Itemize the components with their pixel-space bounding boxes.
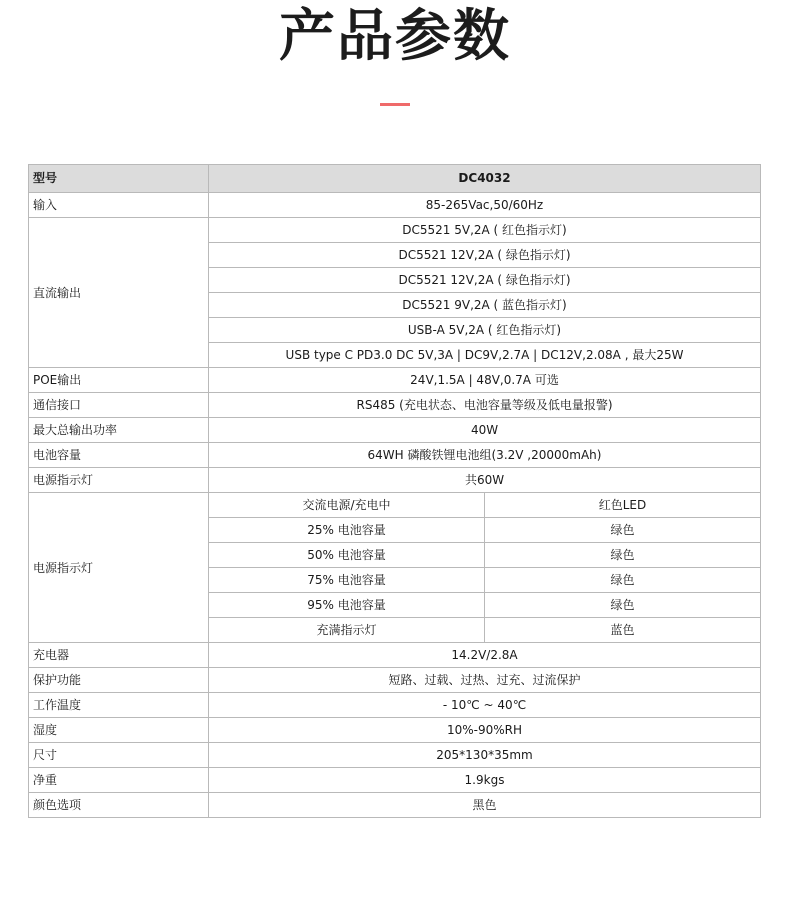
page-title: 产品参数 — [279, 4, 511, 69]
indicator-color: 蓝色 — [485, 618, 761, 643]
indicator-state: 50% 电池容量 — [209, 543, 485, 568]
row-label: 直流输出 — [29, 218, 209, 368]
table-row-input — [29, 193, 761, 218]
table-row-temp — [29, 693, 761, 718]
row-label: 湿度 — [29, 718, 209, 743]
table-row-humidity — [29, 718, 761, 743]
row-label: 净重 — [29, 768, 209, 793]
dc-output-item: DC5521 12V,2A ( 绿色指示灯) — [209, 268, 761, 293]
table-row-power-total — [29, 468, 761, 493]
table-row-indicator — [29, 493, 761, 518]
table-row-model — [29, 165, 761, 193]
dc-output-item: USB-A 5V,2A ( 红色指示灯) — [209, 318, 761, 343]
indicator-state: 充满指示灯 — [209, 618, 485, 643]
table-row-dc-output — [29, 218, 761, 243]
row-label: 保护功能 — [29, 668, 209, 693]
table-row-weight — [29, 768, 761, 793]
row-value: 14.2V/2.8A — [209, 643, 761, 668]
indicator-state: 95% 电池容量 — [209, 593, 485, 618]
indicator-color: 绿色 — [485, 593, 761, 618]
row-label: 颜色选项 — [29, 793, 209, 818]
title-accent-bar — [380, 103, 410, 106]
row-value: 短路、过载、过热、过充、过流保护 — [209, 668, 761, 693]
row-label: 型号 — [29, 165, 209, 193]
row-label: 电源指示灯 — [29, 468, 209, 493]
row-label: 电源指示灯 — [29, 493, 209, 643]
row-label: 输入 — [29, 193, 209, 218]
row-value: 共60W — [209, 468, 761, 493]
indicator-color: 红色LED — [485, 493, 761, 518]
row-value: 10%-90%RH — [209, 718, 761, 743]
table-row-charger — [29, 643, 761, 668]
indicator-color: 绿色 — [485, 543, 761, 568]
table-row-battery — [29, 443, 761, 468]
row-value: 黑色 — [209, 793, 761, 818]
table-row-comm — [29, 393, 761, 418]
table-row-color-option — [29, 793, 761, 818]
row-label: 电池容量 — [29, 443, 209, 468]
row-label: 最大总输出功率 — [29, 418, 209, 443]
row-value: 85-265Vac,50/60Hz — [209, 193, 761, 218]
row-label: POE输出 — [29, 368, 209, 393]
indicator-state: 75% 电池容量 — [209, 568, 485, 593]
row-value: - 10℃ ~ 40℃ — [209, 693, 761, 718]
table-row-protection — [29, 668, 761, 693]
dc-output-item: DC5521 5V,2A ( 红色指示灯) — [209, 218, 761, 243]
dc-output-item: DC5521 12V,2A ( 绿色指示灯) — [209, 243, 761, 268]
model-value: DC4032 — [209, 165, 761, 193]
row-value: RS485 (充电状态、电池容量等级及低电量报警) — [209, 393, 761, 418]
row-value: 205*130*35mm — [209, 743, 761, 768]
spec-table — [28, 164, 761, 818]
row-label: 通信接口 — [29, 393, 209, 418]
dc-output-item: USB type C PD3.0 DC 5V,3A | DC9V,2.7A | DC12V,2.08A , 最大25W — [209, 343, 761, 368]
indicator-color: 绿色 — [485, 568, 761, 593]
row-label: 工作温度 — [29, 693, 209, 718]
table-row-size — [29, 743, 761, 768]
row-value: 24V,1.5A | 48V,0.7A 可选 — [209, 368, 761, 393]
row-value: 64WH 磷酸铁锂电池组(3.2V ,20000mAh) — [209, 443, 761, 468]
row-value: 40W — [209, 418, 761, 443]
dc-output-item: DC5521 9V,2A ( 蓝色指示灯) — [209, 293, 761, 318]
row-value: 1.9kgs — [209, 768, 761, 793]
row-label: 充电器 — [29, 643, 209, 668]
row-label: 尺寸 — [29, 743, 209, 768]
indicator-state: 25% 电池容量 — [209, 518, 485, 543]
table-row-poe — [29, 368, 761, 393]
table-row-max-power — [29, 418, 761, 443]
indicator-state: 交流电源/充电中 — [209, 493, 485, 518]
indicator-color: 绿色 — [485, 518, 761, 543]
